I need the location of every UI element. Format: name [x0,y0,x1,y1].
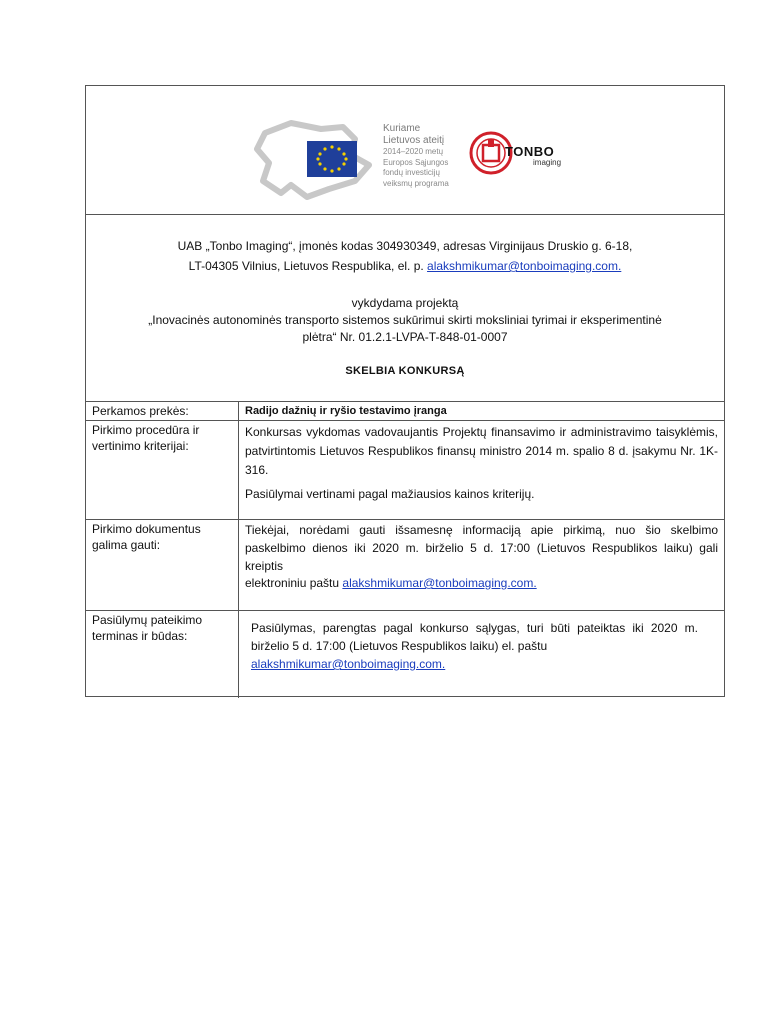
project-line: vykdydama projektą [351,296,459,310]
project-description [86,295,724,346]
row-value [239,520,725,611]
project-line: plėtra“ Nr. 01.2.1-LVPA-T-848-01-0007 [302,330,508,344]
contact-email-link[interactable]: alakshmikumar@tonboimaging.com. [342,576,537,590]
row-label: Pasiūlymų pateikimo terminas ir būdas: [86,611,239,699]
row-label: Perkamos prekės: [86,402,239,421]
table-row [86,402,724,421]
row-paragraph: Konkursas vykdomas vadovaujantis Projektų finansavimo ir administravimo taisyklėmis, patvirtintomis Lietuvos Respublikos finansų ministro 2014 m. spalio 8 d. įsakymu Nr. 1K-316. [245,425,718,477]
eu-caption-line: 2014–2020 metų [383,147,444,156]
tonbo-logo-sub: imaging [533,158,562,167]
row-paragraph: Pasiūlymas, parengtas pagal konkurso sąlygas, turi būti pateiktas iki 2020 m. birželio 5 d. 17:00 (Lietuvos Respublikos laiku) el. paštu [251,621,698,653]
project-line: „Inovacinės autonominės transporto sistemos sukūrimui skirti moksliniai tyrimai ir eksperimentinė [148,313,662,327]
row-paragraph [251,655,698,673]
row-label: Pirkimo procedūra ir vertinimo kriterijai: [86,421,239,520]
intro-line: UAB „Tonbo Imaging“, įmonės kodas 304930349, adresas Virginijaus Druskio g. 6-18, [177,239,633,253]
procurement-table [86,401,724,698]
intro-line-text: LT-04305 Vilnius, Lietuvos Respublika, el. p. [188,259,428,273]
company-intro [86,236,724,276]
logo-header [86,86,724,215]
row-paragraph [245,575,718,591]
document-frame [85,85,725,697]
row-paragraph: Pasiūlymai vertinami pagal mažiausios kainos kriterijų. [245,487,535,501]
row-value: Radijo dažnių ir ryšio testavimo įranga [239,402,725,421]
table-row [86,611,724,699]
eu-caption-line: veiksmų programa [383,178,449,188]
row-value [239,611,725,699]
eu-caption-line: fondų investicijų [383,168,440,177]
table-row [86,520,724,611]
tonbo-logo-name: TONBO [505,144,555,159]
submission-email-link[interactable]: alakshmikumar@tonboimaging.com. [251,657,446,671]
intro-line [86,256,724,276]
eu-funds-logo [251,119,379,201]
company-email-link[interactable]: alakshmikumar@tonboimaging.com. [427,259,622,273]
row-paragraph: Tiekėjai, norėdami gauti išsamesnę informaciją apie pirkimą, nuo šio skelbimo paskelbimo dienos iki 2020 m. birželio 5 d. 17:00 (Lietuvos Respublikos laiku) gali kreiptis [245,523,718,573]
eu-caption-line: Europos Sąjungos [383,157,449,167]
row-value [239,421,725,520]
eu-caption-line: Lietuvos ateitį [383,135,445,146]
table-row [86,421,724,520]
announcement-heading: SKELBIA KONKURSĄ [345,365,465,377]
row-label: Pirkimo dokumentus galima gauti: [86,520,239,611]
eu-funds-caption [383,123,449,189]
row-text: elektroniniu paštu [245,576,343,590]
eu-caption-line: Kuriame [383,123,421,134]
